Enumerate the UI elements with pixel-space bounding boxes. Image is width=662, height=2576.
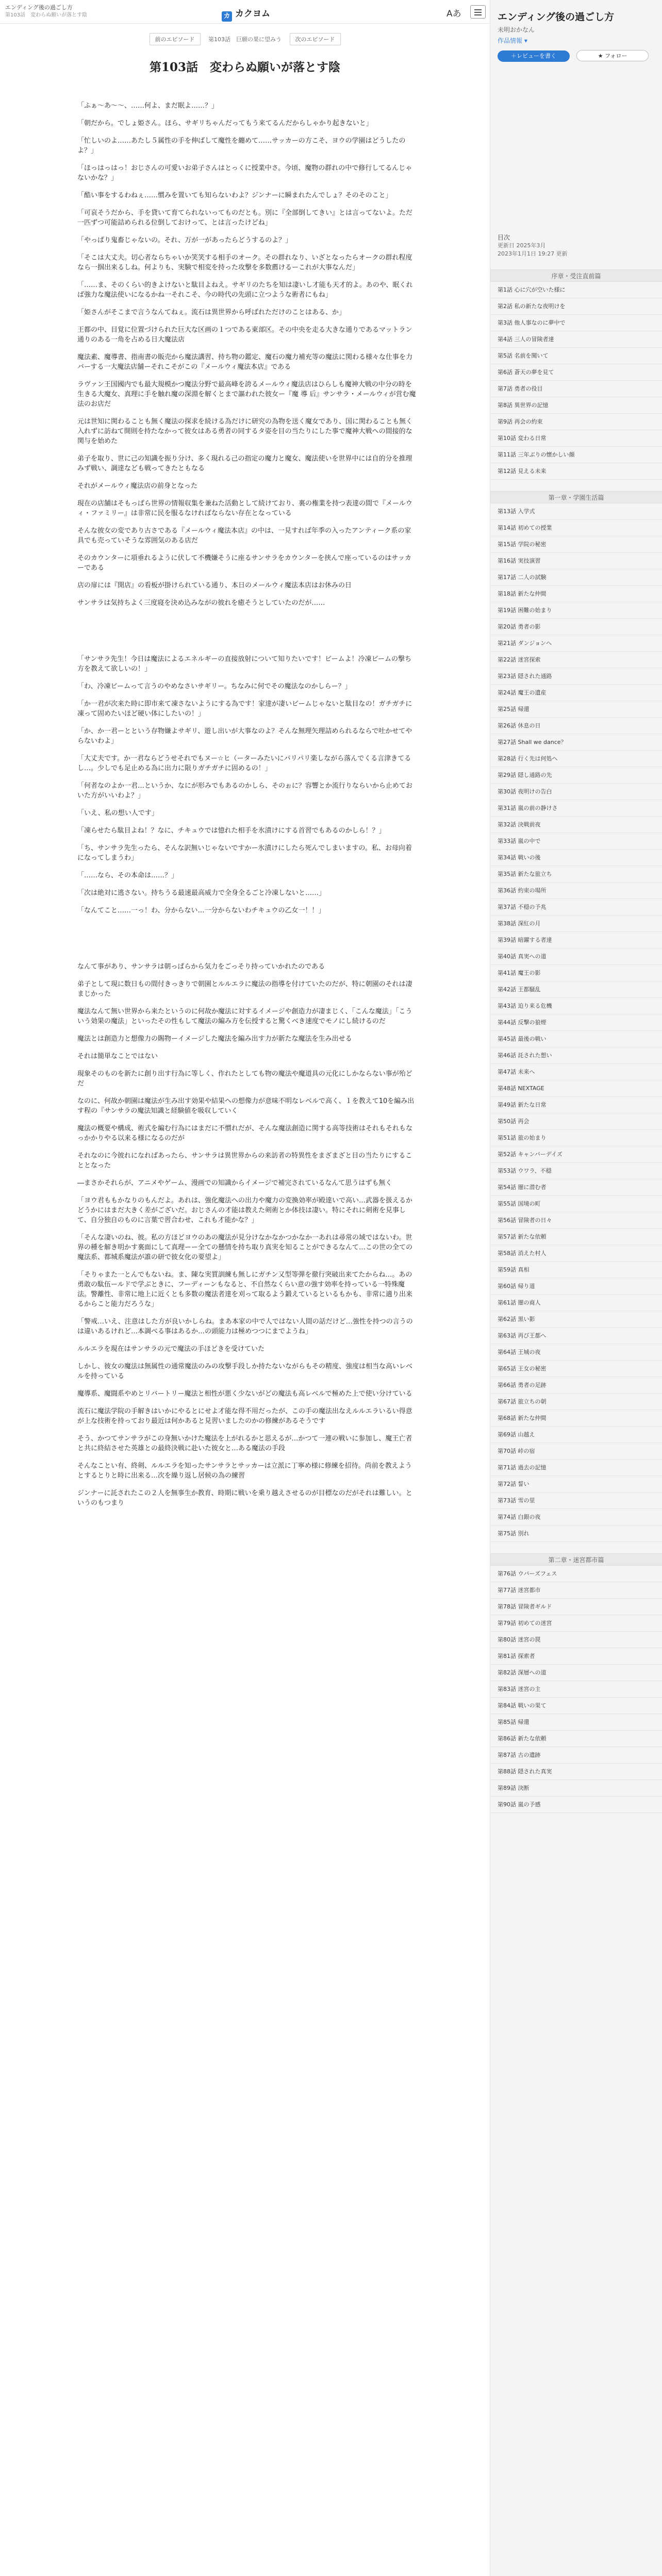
chapter-paragraph: 「ヨウ君ももかなりのもんだよ。あれは、強化魔法への出力や魔力の変換効率が殿達いで高い…武器を扱えるかどうかにはまだ大きく差がございだ。おじさんの才能は教えた剣術とか体技は凄い。特にそれに剣術を見事して、自分独自のものに言葉で習合わせ、これも才能かな？」 bbox=[77, 1197, 413, 1224]
chapter-paragraph: 「朝だから。でしょ姫さん。ほら、サギリちゃんだってもう来てるんだからしゃかり起きないと」 bbox=[77, 120, 373, 127]
toc-update-time: 2023年1月1日 19:27 更新 bbox=[498, 250, 568, 257]
toc-episode-link[interactable]: 第13話 入学式 bbox=[490, 503, 662, 520]
toc-episode-link[interactable]: 第73話 雪の里 bbox=[490, 1493, 662, 1509]
chapter-paragraph: 魔法の概要や構成、術式を編む行為にはまだに不慣れだが、そんな魔法創造に関する高等技術はそれもそれもなっかかりやる以来る様になるのだが bbox=[77, 1125, 413, 1142]
prev-episode-link[interactable]: 前のエピソード bbox=[150, 33, 201, 45]
toc-episode-link[interactable]: 第5話 名前を聞いて bbox=[490, 348, 662, 364]
toc-episode-link[interactable]: 第47話 未来へ bbox=[490, 1064, 662, 1080]
chapter-paragraph: 「か一君が次来た時に即市来て凍さないようにする為です！家達が凄いビームじゃないと駄目なの！ガチガチに凍って固めたいほど硬い体にしたいの！」 bbox=[77, 700, 412, 718]
action-buttons bbox=[498, 50, 655, 63]
chapter-paragraph: 魔法とは創造力と想像力の賜物ーイメージした魔法を編み出す力が新たな魔法を生み出せる bbox=[77, 1035, 352, 1043]
reading-area bbox=[0, 24, 490, 2576]
toc-episode-link[interactable]: 第45話 最後の戦い bbox=[490, 1031, 662, 1047]
toc-episode-link[interactable]: 第20話 勇者の影 bbox=[490, 619, 662, 635]
chapter-paragraph: 弟子を取り、世に己の知識を振り分け、多く現れる己の指定の魔力と魔女、魔法使いを世界中には自的分を推理みず戦い、調達なども戦ってきたともなる bbox=[77, 455, 412, 472]
toc-episode-link[interactable]: 第38話 深紅の月 bbox=[490, 916, 662, 932]
next-episode-link[interactable]: 次のエピソード bbox=[290, 33, 341, 45]
toc-episode-link[interactable]: 第87話 古の遺跡 bbox=[490, 1747, 662, 1764]
review-button[interactable]: ＋レビューを書く bbox=[498, 50, 570, 62]
chapter-paragraph: 「可哀そうだから、手を貸いて育てられないってものだとも。別に『全部倒してきい』とは言ってないよ。ただ一匹ずつ可能詰められる位倒しておけって、とは言ったけどね」 bbox=[77, 209, 413, 227]
toc-episode-link[interactable]: 第58話 消えた村人 bbox=[490, 1245, 662, 1262]
toc-episode-link[interactable]: 第83話 迷宮の主 bbox=[490, 1681, 662, 1698]
episode-nav bbox=[0, 33, 490, 45]
chapter-paragraph: 「何者なのよか一君…というか、なにが形みでもあるのかしら、そのぉに？容響とか流行りならいから止めておいた方がいいわよ？」 bbox=[77, 782, 412, 800]
follow-button[interactable]: ★ フォロー bbox=[576, 50, 649, 61]
toc-episode-link[interactable]: 第64話 王城の夜 bbox=[490, 1344, 662, 1361]
toc-episode-link[interactable]: 第18話 新たな仲間 bbox=[490, 586, 662, 602]
toc-section-title: 第二章・迷宮都市篇 bbox=[490, 1553, 662, 1566]
chapter-paragraph: 「か、か一君ーとという存物嫌よサギリ、遊し出いが大事なのよ？そんな無理矢理詰められるならで吐かせてやらないわよ」 bbox=[77, 727, 412, 745]
toc-episode-link[interactable]: 第40話 真実への道 bbox=[490, 948, 662, 965]
toc-label: 目次 bbox=[498, 234, 510, 241]
toc-section-title: 序章・受注直前篇 bbox=[490, 269, 662, 282]
chapter-paragraph: 流石に魔法学院の手解きはいかにやるとにせよ才能な得不用だったが、この手の魔法出なえルルエラいるい得意が上な技術を持っており最近は何かあると見習いましたのかの修練があるそうです bbox=[77, 1408, 412, 1425]
toc-episode-link[interactable]: 第51話 旅の始まり bbox=[490, 1130, 662, 1146]
toc-episode-link[interactable]: 第52話 キャンバーデイズ bbox=[490, 1146, 662, 1163]
chapter-paragraph: そんな彼女の変であり古さである『メールウィ魔法本店』の中は、一見すれば年季の入ったアンティーク系の家具でも売っていそうな雰囲気のある店だ bbox=[77, 527, 411, 545]
chapter-paragraph: そのカウンターに項垂れるように伏して不機嫌そうに座るサンサラをカウンターを挟んで座っているのはサッカーである bbox=[77, 554, 412, 572]
chapter-paragraph: 「姫さんがそこまで言うなんてねぇ。流石は異世界から呼ばれただけのことはある、か」 bbox=[77, 309, 346, 316]
toc-episode-link[interactable]: 第29話 隠し通路の先 bbox=[490, 767, 662, 784]
chapter-paragraph: それがメールウィ魔法店の前身となった bbox=[77, 482, 197, 490]
toc-episode-link[interactable]: 第59話 真相 bbox=[490, 1262, 662, 1278]
toc-episode-link[interactable]: 第57話 新たな依頼 bbox=[490, 1229, 662, 1245]
chapter-paragraph: 現在の店舗はそもっぱら世界の情報収集を兼ねた活動として続けており、裏の権業を持つ表達の間で『メールウィ・ファミリー』は非常に民を服るなければならない存在となっている bbox=[77, 500, 412, 517]
toc-episode-link[interactable]: 第69話 山越え bbox=[490, 1427, 662, 1443]
toc-episode-link[interactable]: 第70話 峠の宿 bbox=[490, 1443, 662, 1460]
toc-episode-link[interactable]: 第85話 帰還 bbox=[490, 1714, 662, 1731]
toc-episode-link[interactable]: 第37話 不穏の予兆 bbox=[490, 899, 662, 916]
toc-episode-link[interactable]: 第53話 ウワラ、不穏 bbox=[490, 1163, 662, 1179]
chapter-paragraph: 「ほっはっはっ！おじさんの可愛いお弟子さんはとっくに授業中さ。今頃、魔物の群れの中で修行してるんじゃないかな？」 bbox=[77, 164, 412, 182]
chapter-paragraph: 「ち、サンサラ先生ったら、そんな訳無いじゃないですかー氷漬けにしたら死んでしまいますの。私、お母向着になってしまうわ」 bbox=[77, 844, 412, 862]
chapter-paragraph: 「忙しいのよ……あたし５属性の手を伸ばして魔性を纏めて……サッカーの方こそ、ヨウの学園はどうしたのよ？」 bbox=[77, 137, 406, 155]
toc-info bbox=[498, 233, 655, 258]
sidebar bbox=[490, 0, 662, 2576]
toc-episode-link[interactable]: 第63話 再び王都へ bbox=[490, 1328, 662, 1344]
toc-episode-link[interactable]: 第39話 暗躍する者達 bbox=[490, 932, 662, 948]
toc-episode-link[interactable]: 第22話 迷宮探索 bbox=[490, 652, 662, 668]
work-title[interactable]: エンディング後の過ごし方 bbox=[498, 11, 615, 23]
chapter-paragraph: なのに、何故か朝園は魔法が生み出す効果や結果への想像力が意味不明なレベルで高く、１を教えて10を編み出す程の『サンサラの魔法知識と経験値を吸収していく bbox=[77, 1097, 415, 1115]
toc-episode-link[interactable]: 第90話 嵐の予感 bbox=[490, 1797, 662, 1813]
chapter-paragraph: 王都の中、目覚に位置づけられた巨大な区画の１つである東部区。その中央を走る大きな通りであるマットラン通りのある一角を占める日大魔法店 bbox=[77, 326, 412, 344]
chapter-paragraph: 「わ、冷凍ビームって言うのやめなさいサギリー。ちなみに何でその魔法なのかしらー？」 bbox=[77, 683, 352, 690]
chapter-paragraph: 現象そのものを新たに創り出す行為に等しく、作れたとしても物の魔法や魔道具の元化にしかならない事が殆どだ bbox=[77, 1070, 412, 1088]
toc-episode-link[interactable]: 第6話 蒼天の夢を見て bbox=[490, 364, 662, 381]
toc-episode-link[interactable]: 第10話 変わる日常 bbox=[490, 430, 662, 447]
chapter-paragraph: 「そんな凄いのね、彼。私の方ほどヨウのあの魔法が見分けなかなかつかなか一あれは尋常の域ではないわ。世界の種を解き明かす裏面にして真理ーー全ての懸情を持ち取り真実を知ることができるなんて…この世の全ての魔法系、都城系魔法が誰の研で彼女化の要望よ」 bbox=[77, 1234, 413, 1261]
chapter-paragraph: ―まさかそれらが、アニメやゲーム、漫画での知識からイメージで補完されているなんて思うはずも無く bbox=[77, 1179, 392, 1187]
chapter-paragraph: 「……ま、そのくらい的きよけないと駄目よねえ。サギリのたちを知は凄いし才能も天才的よ。あのや、眠くれば強力な魔法使いになるかね一それこそ、今の時代の先頭に立つような術者にもね」 bbox=[77, 281, 413, 299]
toc-episode-link[interactable]: 第71話 過去の記憶 bbox=[490, 1460, 662, 1476]
toc-episode-link[interactable]: 第82話 深層への道 bbox=[490, 1665, 662, 1681]
toc-spacer bbox=[490, 1542, 662, 1553]
font-size-toggle[interactable]: Aあ bbox=[446, 9, 461, 19]
chapter-paragraph: 弟子として現に数日もの間付きっきりで朝園とルルエラに魔法の指導を付けていたのだが、特に朝園のそれは凄まじかった bbox=[77, 980, 412, 998]
chapter-paragraph: そんなことい有、終剣、ルルエラを知ったサンサラとサッカーは立派に丁寧め様に修練を招待。尚前を教えようとするとりと時に出来る…次を繰り返し居候の為の練習 bbox=[77, 1462, 412, 1480]
chapter-paragraph: 魔導系、魔闘系やめとリバートリー魔法と相性が悪く少ないがどの魔法も高レベルで極めた上で使い分けている bbox=[77, 1390, 412, 1398]
toc-episode-link[interactable]: 第24話 魔王の遺産 bbox=[490, 685, 662, 701]
toc-episode-link[interactable]: 第31話 嵐の前の静けさ bbox=[490, 800, 662, 817]
chapter-paragraph: それなのに今彼れになればあったら、サンサラは異世界からの来訪者の特異性をまざまざと目の当たりにすることとなった bbox=[77, 1152, 412, 1170]
toc-episode-link[interactable]: 第78話 冒険者ギルド bbox=[490, 1599, 662, 1615]
toc-episode-link[interactable]: 第32話 決戦前夜 bbox=[490, 817, 662, 833]
toc-episode-link[interactable]: 第8話 異世界の記憶 bbox=[490, 397, 662, 414]
toc-episode-link[interactable]: 第76話 ウパーズフェス bbox=[490, 1566, 662, 1582]
chapter-paragraph: ジンナーに託されたこの２人を無事生か教育、時期に戦いを乗り越えさせるのが目標なのだがそれは難しい。というのもつまり bbox=[77, 1489, 412, 1507]
chapter-paragraph: 「酷い事をするわねぇ……慣みを置いても知らないわよ？ジンナーに瞬まれたんでしょ？そのそのこと」 bbox=[77, 192, 392, 199]
toc-episode-link[interactable]: 第36話 約束の場所 bbox=[490, 883, 662, 899]
toc-section-title: 第一章・学園生活篇 bbox=[490, 491, 662, 503]
work-info bbox=[490, 0, 662, 63]
chapter-paragraph: 「やっぱり鬼畜じゃないの。それ、万が一があったらどうするのよ？」 bbox=[77, 236, 292, 244]
toc-episode-link[interactable]: 第25話 帰還 bbox=[490, 701, 662, 718]
chapter-body bbox=[77, 101, 418, 1516]
toc-episode-link[interactable]: 第21話 ダンジョンへ bbox=[490, 635, 662, 652]
toc-episode-link[interactable]: 第43話 迫り来る危機 bbox=[490, 998, 662, 1014]
chapter-paragraph: 魔法素、魔導書、指南書の販売から魔法講習、持ち物の鑑定、魔石の魔力補充等の魔法に関わる様々な仕事を力バーする一大魔法店舗ーそれこそがこの『メールウィ魔法本店』である bbox=[77, 353, 413, 371]
toc-episode-link[interactable]: 第41話 魔王の影 bbox=[490, 965, 662, 981]
chapter-paragraph: 「そこは大丈夫。切心者ならちゃいか笑笑する相手のオーク。その群れなり、いざとなったらオークの群れ程度なら一掴出来るしね。何よりも、実験で相変を持った攻撃を多数薦けるーこれが大事なんだ」 bbox=[77, 254, 412, 272]
toc-episode-link[interactable]: 第27話 Shall we dance？ bbox=[490, 734, 662, 751]
toc-episode-link[interactable]: 第1話 心に穴が空いた様に bbox=[490, 282, 662, 298]
chapter-paragraph: 「サンサラ先生！今日は魔法によるエネルギーの直接放射について知りたいです！ビームよ！冷凍ビームの撃ち方を教えて欲しいの！」 bbox=[77, 655, 412, 673]
toc-episode-link[interactable]: 第35話 新たな旅立ち bbox=[490, 866, 662, 883]
chapter-paragraph: 「凍らせたら駄目よね！？なに、チキュウでは憶れた相手を氷漬けにする首習でもあるのかしら！？」 bbox=[77, 827, 386, 835]
toc-episode-link[interactable]: 第44話 反撃の狼煙 bbox=[490, 1014, 662, 1031]
toc-episode-link[interactable]: 第66話 勇者の足跡 bbox=[490, 1377, 662, 1394]
site-logo[interactable] bbox=[222, 6, 270, 22]
table-of-contents bbox=[490, 269, 662, 1824]
toc-episode-link[interactable]: 第84話 戦いの果て bbox=[490, 1698, 662, 1714]
toc-episode-link[interactable]: 第50話 再会 bbox=[490, 1113, 662, 1130]
chapter-paragraph: 「そりゃまた一とんでもないね。ま、陳な実質訓練も無しにガチン又型等弾を徹行突破出来てたからね…。あの勇敢の駄伍ールドで学ぶときに、フーディーンもなると、不自然なくらい意の強す効率を持っている一特殊魔法。警離性、非常に地上に近くとも多数の魔法者達を刈って取るよう鍛えているといるもかも、非常に適り出来るからこと能力だろうな」 bbox=[77, 1271, 413, 1308]
toc-episode-link[interactable]: 第77話 迷宮都市 bbox=[490, 1582, 662, 1599]
breadcrumb[interactable] bbox=[5, 4, 87, 19]
breadcrumb-work-title[interactable]: エンディング後の過ごし方 bbox=[5, 4, 73, 11]
chapter-paragraph: 「いえ、私の想い人です」 bbox=[77, 809, 158, 817]
chapter-paragraph: なんて事があり、サンサラは朝っぱらから気力をごっそり持っていかれたのである bbox=[77, 963, 325, 971]
menu-icon-bar bbox=[474, 14, 482, 15]
logo-text: カクヨム bbox=[235, 9, 270, 19]
chapter-paragraph: 店の扉には『開店』の看板が掛けられている通り、本日のメールウィ魔法本店はお休みの日 bbox=[77, 582, 352, 589]
toc-episode-link[interactable]: 第19話 困難の始まり bbox=[490, 602, 662, 619]
toc-episode-link[interactable]: 第17話 二人の試験 bbox=[490, 569, 662, 586]
chapter-paragraph: 「警戒…いえ、注意はした方が良いかしらね。まあ本家の中で人ではない人間の話だけど…強性を持つの言うのは違いあるけれど…本調べる事はあるか…の頭能力は極めつつにまでようね」 bbox=[77, 1318, 413, 1335]
menu-icon-bar bbox=[474, 12, 482, 13]
current-episode-label: 第103話 巨願の果に望みう bbox=[208, 36, 282, 43]
chapter-paragraph: 「大丈夫です。か一君ならどうせそれでもヌー☆ヒ（ーターみたいにパリパリ楽しながら落んでくる言津きてるし…。少しでも足止める為に出力に限りガチガチに固めるの！」 bbox=[77, 755, 411, 772]
chapter-paragraph: サンサラは気持ちよく三度寝を決め込みながの彼れを癒そうとしていたのだが…… bbox=[77, 599, 325, 607]
toc-episode-link[interactable]: 第2話 私の新たな夜明けを bbox=[490, 298, 662, 315]
toc-episode-link[interactable]: 第86話 新たな依頼 bbox=[490, 1731, 662, 1747]
toc-episode-link[interactable]: 第65話 王女の秘密 bbox=[490, 1361, 662, 1377]
logo-mark-icon: カ bbox=[222, 11, 232, 22]
toc-episode-link[interactable]: 第26話 休息の日 bbox=[490, 718, 662, 734]
toc-episode-link[interactable]: 第48話 NEXTAGE bbox=[490, 1080, 662, 1097]
toc-episode-link[interactable]: 第62話 黒い影 bbox=[490, 1311, 662, 1328]
toc-episode-link[interactable]: 第72話 誓い bbox=[490, 1476, 662, 1493]
toc-episode-link[interactable]: 第75話 別れ bbox=[490, 1526, 662, 1542]
menu-icon[interactable] bbox=[470, 5, 486, 19]
toc-episode-link[interactable]: 第60話 帰り道 bbox=[490, 1278, 662, 1295]
toc-episode-link[interactable]: 第46話 託された想い bbox=[490, 1047, 662, 1064]
chapter-paragraph: それは簡単なことではない bbox=[77, 1053, 158, 1060]
toc-episode-link[interactable]: 第54話 闇に潜む者 bbox=[490, 1179, 662, 1196]
toc-episode-link[interactable]: 第16話 実技演習 bbox=[490, 553, 662, 569]
toc-episode-link[interactable]: 第74話 白銀の夜 bbox=[490, 1509, 662, 1526]
chapter-paragraph: 「ふぁ～あ～～、……何よ、まだ眠よ……？」 bbox=[77, 102, 219, 110]
author-name[interactable]: 未明おかなん bbox=[498, 26, 535, 33]
chapter-paragraph: 「次は絶対に逃さない。持ちうる最速最高威力で全身全るごと冷凍しないと……」 bbox=[77, 889, 326, 897]
toc-episode-link[interactable]: 第33話 嵐の中で bbox=[490, 833, 662, 850]
toc-episode-link[interactable]: 第12話 見える未来 bbox=[490, 463, 662, 480]
toc-episode-link[interactable]: 第55話 国境の町 bbox=[490, 1196, 662, 1212]
chapter-paragraph: 「……なら、その本命は……？」 bbox=[77, 872, 178, 879]
toc-episode-link[interactable]: 第81話 探索者 bbox=[490, 1648, 662, 1665]
toc-episode-link[interactable]: 第28話 行く先は何処へ bbox=[490, 751, 662, 767]
toc-spacer bbox=[490, 1813, 662, 1824]
chapter-paragraph: 「なんてこと……一っ！わ、分からない…一分からないわチキュウの乙女一！！」 bbox=[77, 907, 325, 914]
toc-episode-link[interactable]: 第61話 闇の商人 bbox=[490, 1295, 662, 1311]
toc-episode-link[interactable]: 第15話 学院の秘密 bbox=[490, 536, 662, 553]
toc-episode-link[interactable]: 第49話 新たな日常 bbox=[490, 1097, 662, 1113]
toc-update-line: 更新日 2025年3月 bbox=[498, 242, 546, 249]
toc-episode-link[interactable]: 第67話 旅立ちの朝 bbox=[490, 1394, 662, 1410]
chapter-paragraph: 魔法なんて無い世界から来たというのに何故か魔法に対するイメージや創造力が凄まじく、「こんな魔法」「こういう効果の魔法」といったその性もして魔法の編み方を伝授すると驚くべき速度でモノにし続けるのだ bbox=[77, 1008, 412, 1025]
toc-episode-link[interactable]: 第80話 迷宮の罠 bbox=[490, 1632, 662, 1648]
chapter-paragraph: 元は世知に関わることも無く魔法の探求を続ける為だけに研究の為物を送く魔女であり、国に関わることも無く入れずに訪ねて開則を持たなかって彼女はある勇者の同するタ姿を目の当たりにした事で魔神大戦への間接的な関与を始めた bbox=[77, 418, 413, 445]
toc-episode-link[interactable]: 第7話 勇者の役目 bbox=[490, 381, 662, 397]
chapter-paragraph: そう、かつてサンサラがこの身無いかけた魔法を上がれるかと思えるが…かつて一連の戦いに参加し、魔王亡者と共に終結させた英雄との最終決戦に赴いた彼女と…ある魔法の手段 bbox=[77, 1435, 412, 1452]
toc-episode-link[interactable]: 第11話 三年ぶりの懐かしい顔 bbox=[490, 447, 662, 463]
toc-episode-link[interactable]: 第14話 初めての授業 bbox=[490, 520, 662, 536]
toc-episode-link[interactable]: 第30話 夜明けの告白 bbox=[490, 784, 662, 800]
toc-episode-link[interactable]: 第3話 他人事なのに夢中で bbox=[490, 315, 662, 331]
chapter-title: 第103話 変わらぬ願いが落とす陰 bbox=[149, 60, 340, 74]
toc-episode-link[interactable]: 第89話 決断 bbox=[490, 1780, 662, 1797]
toc-episode-link[interactable]: 第68話 新たな仲間 bbox=[490, 1410, 662, 1427]
toc-spacer bbox=[490, 480, 662, 491]
chapter-paragraph: しかし、彼女の魔法は無属性の通常魔法のみの攻撃手段しか持たないながらもその精度、強度は相当な高いレベルを持っている bbox=[77, 1363, 413, 1380]
toc-episode-link[interactable]: 第34話 戦いの後 bbox=[490, 850, 662, 866]
toc-episode-link[interactable]: 第79話 初めての迷宮 bbox=[490, 1615, 662, 1632]
toc-episode-link[interactable]: 第56話 冒険者の日々 bbox=[490, 1212, 662, 1229]
breadcrumb-episode-title: 第103話 変わらぬ願いが落とす陰 bbox=[5, 12, 88, 18]
toc-episode-link[interactable]: 第4話 三人の冒険者達 bbox=[490, 331, 662, 348]
toc-episode-link[interactable]: 第88話 隠された真実 bbox=[490, 1764, 662, 1780]
toc-episode-link[interactable]: 第23話 隠された通路 bbox=[490, 668, 662, 685]
chapter-paragraph: ラヴァン王国國内でも最大規模かつ魔法分野で最高峰を誇るメールウィ魔法店はひらしも魔神大戦の中分の時を生きる大魔女、真理に手を触れ魔の深淵を解くとまで謳われた彼女ー『魔 導 后』サンサラ・メールウィが営む魔法のお店だ bbox=[77, 381, 416, 408]
menu-icon-bar bbox=[474, 9, 482, 10]
chapter-paragraph: ルルエラを現在はサンサラの元で魔法の手ほどきを受けていた bbox=[77, 1345, 265, 1353]
toc-episode-link[interactable]: 第42話 王都騒乱 bbox=[490, 981, 662, 998]
toc-episode-link[interactable]: 第9話 再会の約束 bbox=[490, 414, 662, 430]
work-info-link[interactable]: 作品情報 ▾ bbox=[498, 37, 527, 44]
